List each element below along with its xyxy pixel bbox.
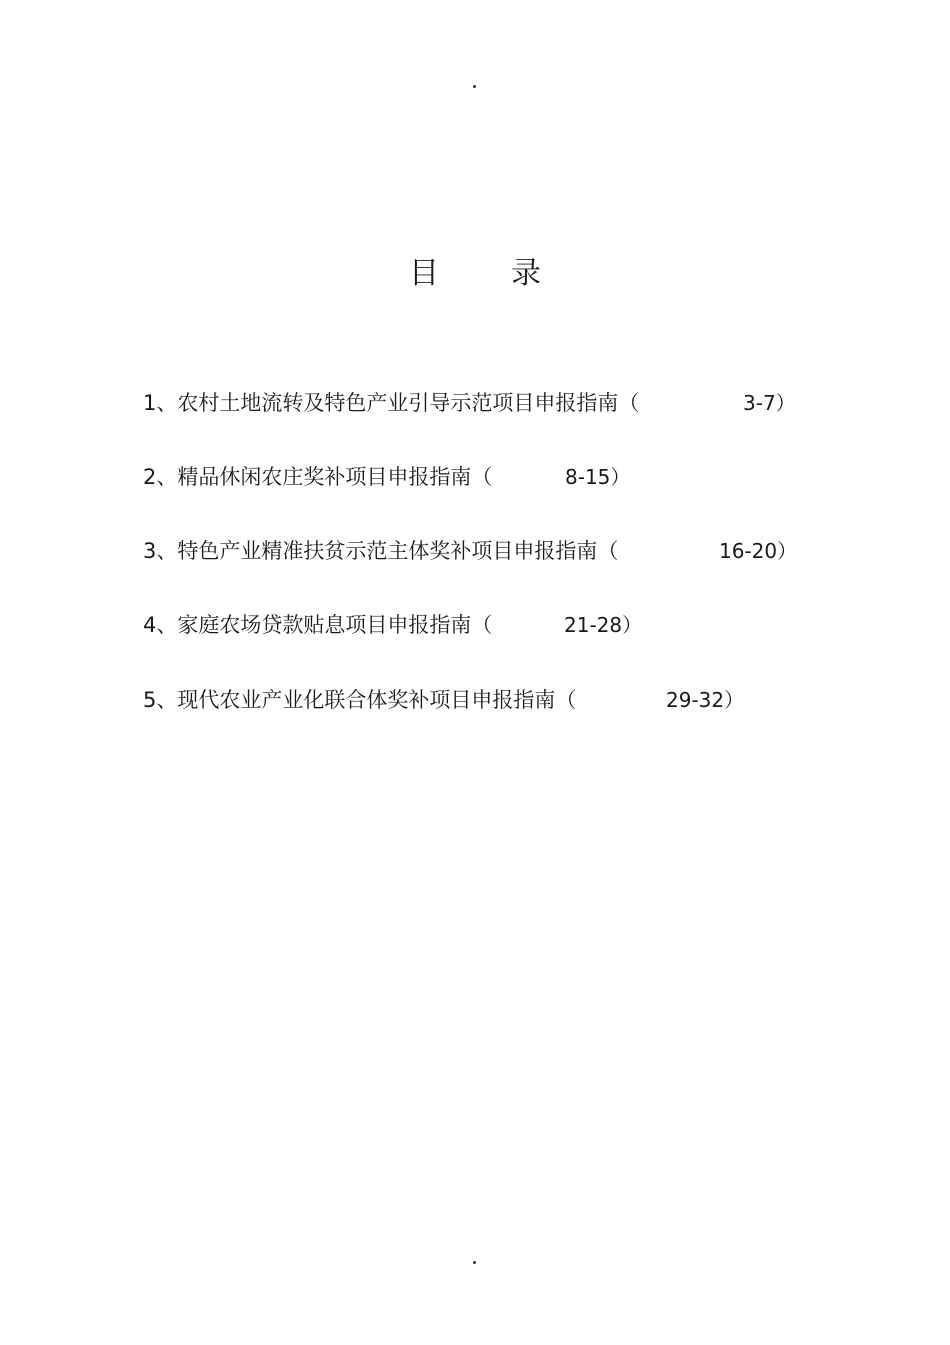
toc-item-open-paren: （: [618, 391, 640, 415]
toc-item-number: 4、: [143, 613, 178, 637]
toc-item-number: 1、: [143, 391, 178, 415]
title-char-1: 目: [409, 256, 439, 291]
toc-item-number: 2、: [143, 465, 178, 489]
toc-item-3[interactable]: [143, 534, 798, 568]
page-title: [0, 252, 950, 296]
toc-item-open-paren: （: [471, 613, 493, 637]
toc-item-title: 特色产业精准扶贫示范主体奖补项目申报指南: [177, 539, 598, 563]
title-char-2: 录: [511, 256, 541, 291]
toc-item-5[interactable]: [143, 683, 745, 717]
toc-item-pages: 29-32）: [666, 688, 745, 712]
toc-item-pages: 21-28）: [564, 613, 643, 637]
toc-item-pages: 16-20）: [719, 539, 798, 563]
toc-item-title: 家庭农场贷款贴息项目申报指南: [177, 613, 472, 637]
toc-item-title: 现代农业产业化联合体奖补项目申报指南: [177, 688, 556, 712]
bottom-page-mark: [473, 1261, 476, 1264]
toc-item-open-paren: （: [555, 688, 577, 712]
toc-item-number: 3、: [143, 539, 178, 563]
toc-item-1[interactable]: [143, 386, 796, 420]
toc-item-pages: 8-15）: [565, 465, 631, 489]
toc-item-title: 精品休闲农庄奖补项目申报指南: [177, 465, 472, 489]
top-page-mark: [473, 85, 476, 88]
toc-item-2[interactable]: [143, 460, 631, 494]
toc-item-title: 农村土地流转及特色产业引导示范项目申报指南: [177, 391, 619, 415]
toc-item-pages: 3-7）: [743, 391, 796, 415]
toc-item-4[interactable]: [143, 608, 643, 642]
toc-item-number: 5、: [143, 688, 178, 712]
toc-item-open-paren: （: [597, 539, 619, 563]
toc-item-open-paren: （: [471, 465, 493, 489]
